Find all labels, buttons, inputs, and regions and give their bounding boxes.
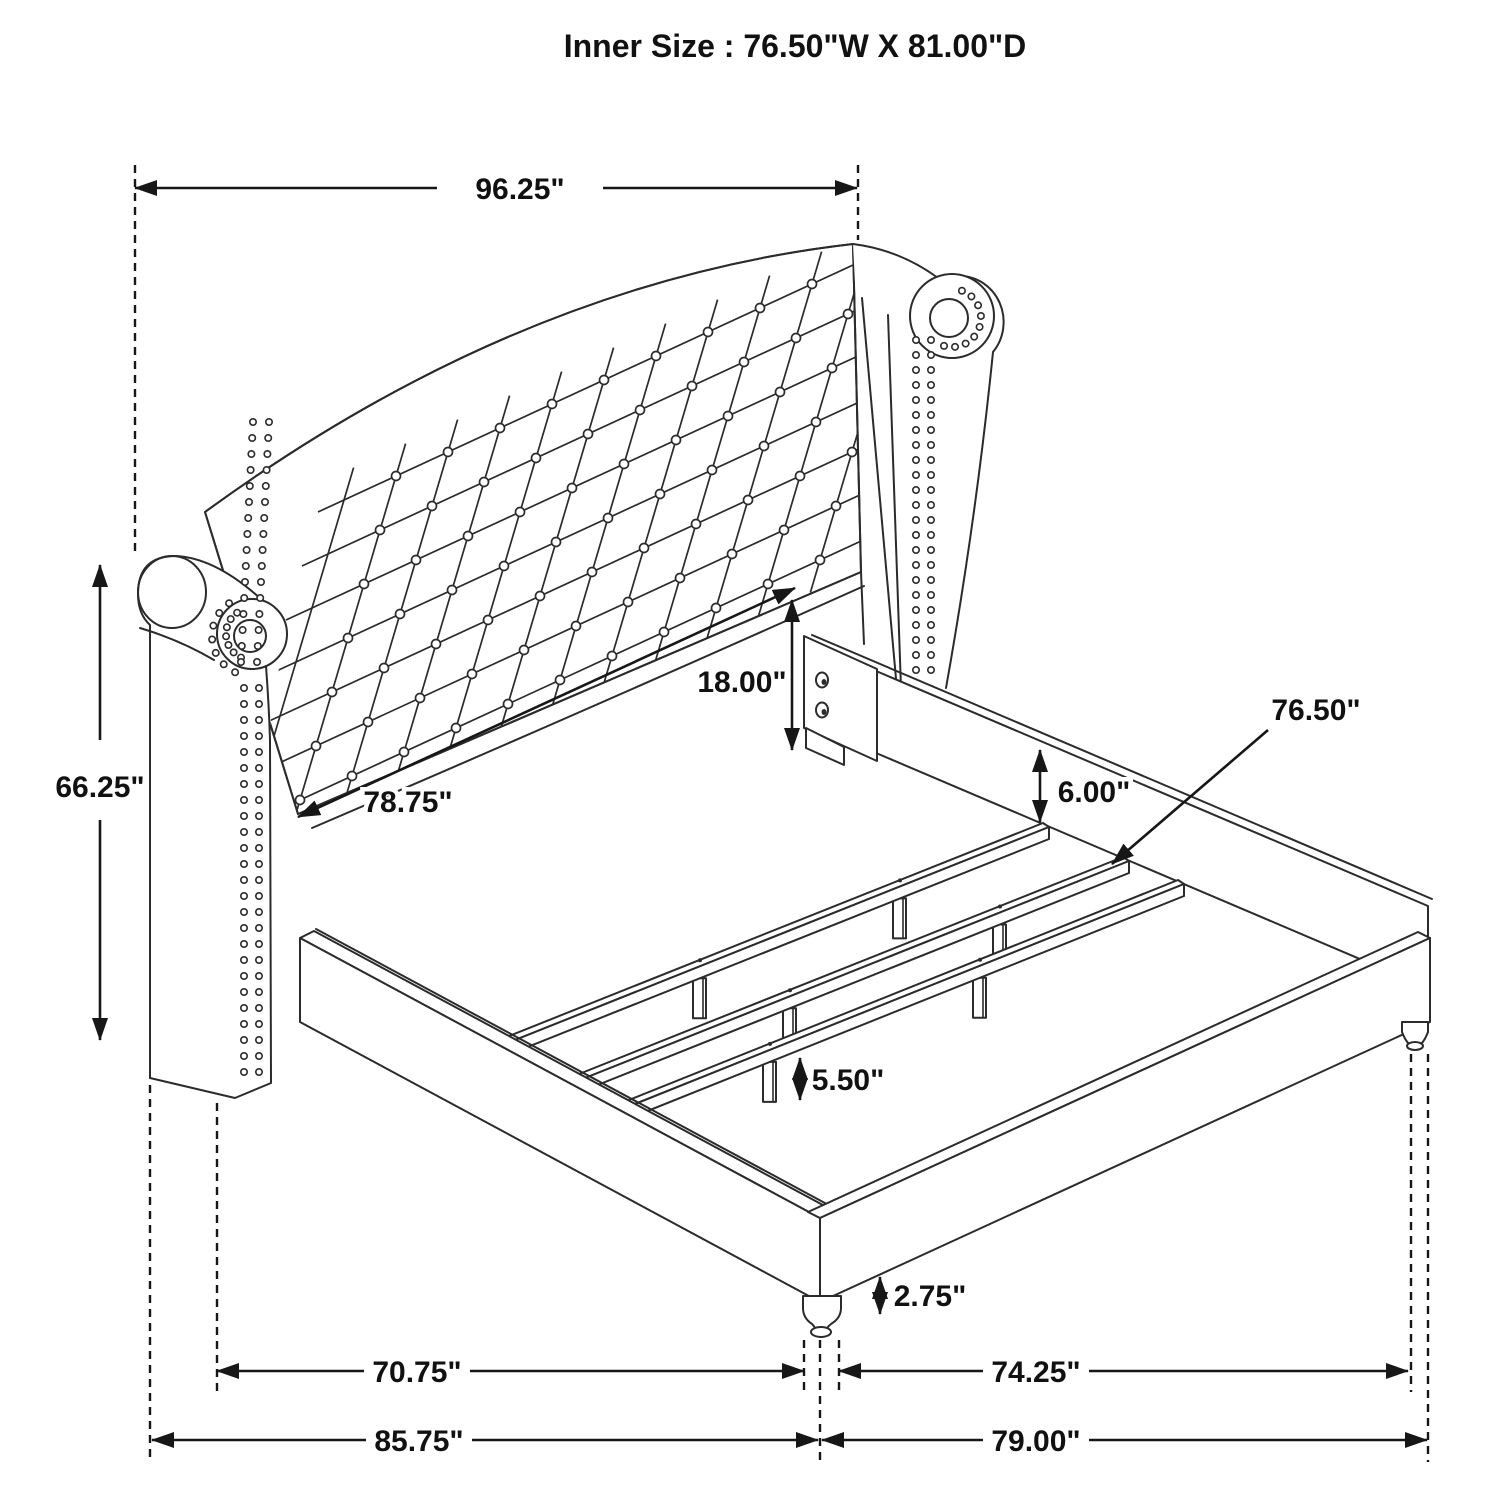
- dim-label-rail-drop: 6.00": [1057, 776, 1131, 809]
- dim-label-headboard-to-rail: 18.00": [697, 666, 787, 699]
- dim-label-slat-length: 76.50": [1271, 694, 1361, 727]
- dim-label-outer-span-right: 79.00": [991, 1425, 1081, 1458]
- mounting-bracket: [804, 636, 877, 765]
- foot-rail: [808, 932, 1430, 1302]
- front-corner-leg: [803, 1296, 841, 1337]
- dim-label-inner-span-right: 74.25": [991, 1356, 1081, 1389]
- bolt-hole: [816, 673, 828, 688]
- dim-label-headboard-width: 96.25": [475, 173, 565, 206]
- left-side-rail: [300, 929, 836, 1302]
- diagram-title: Inner Size : 76.50"W X 81.00"D: [563, 28, 1027, 64]
- dim-label-headboard-height: 66.25": [55, 771, 145, 804]
- right-corner-leg: [1402, 1022, 1428, 1050]
- dim-label-outer-span-left: 85.75": [374, 1425, 464, 1458]
- dim-label-slat-leg-height: 5.50": [811, 1064, 885, 1097]
- dim-label-inner-span-left: 70.75": [372, 1356, 462, 1389]
- headboard-panel: [205, 244, 861, 814]
- bolt-hole: [816, 703, 828, 718]
- dim-label-foot-height: 2.75": [893, 1280, 967, 1313]
- dim-label-headboard-inner-width: 78.75": [363, 786, 453, 819]
